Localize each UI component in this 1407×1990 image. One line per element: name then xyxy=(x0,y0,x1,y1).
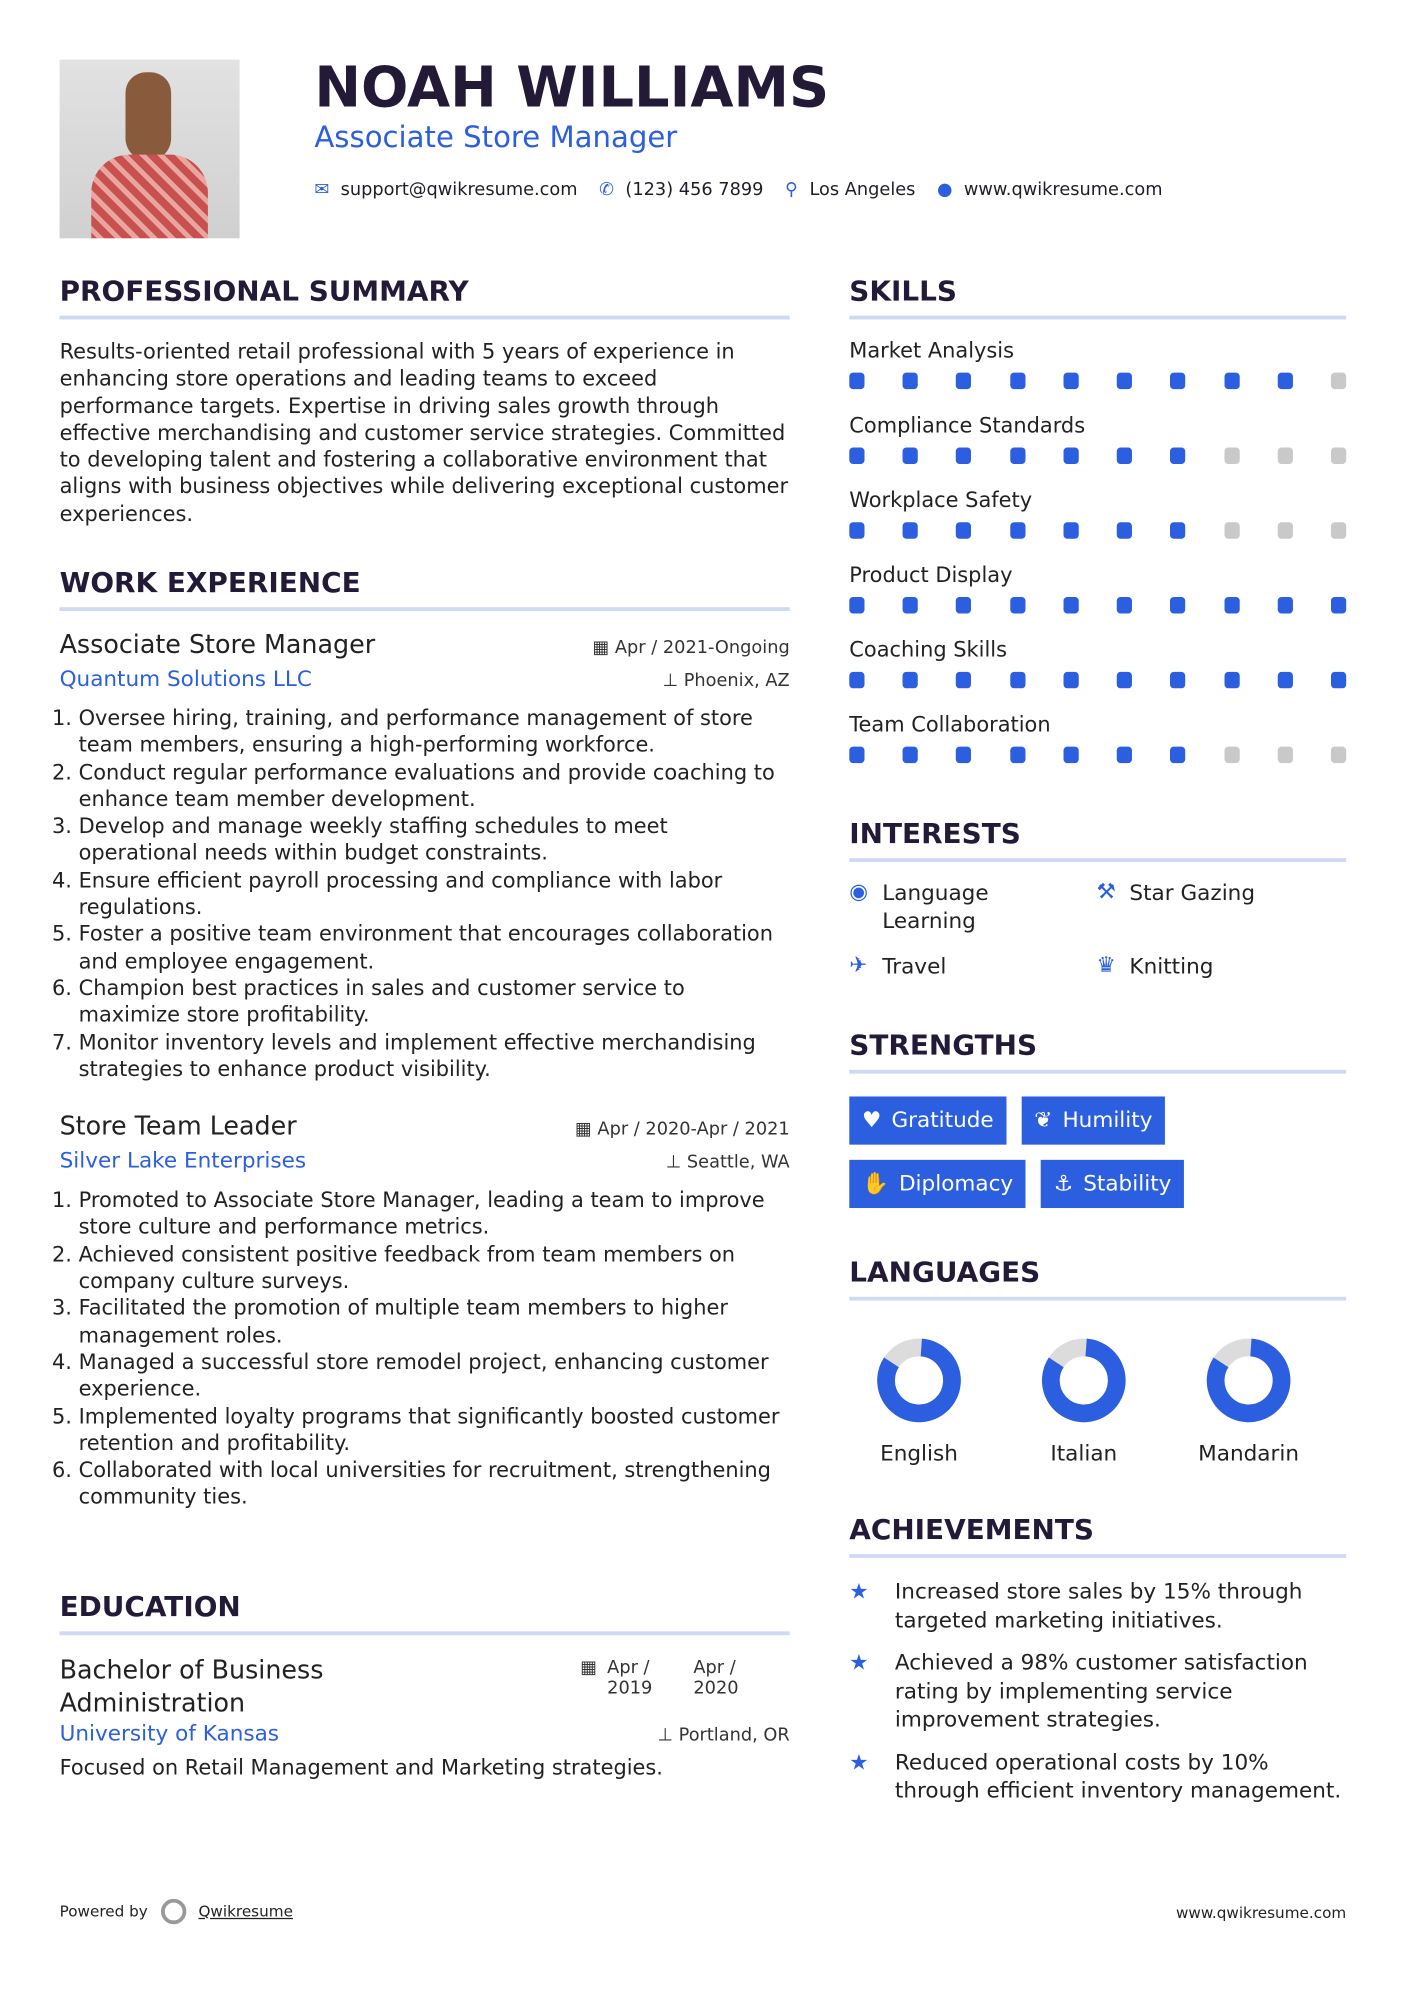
interest-item xyxy=(849,953,1096,981)
skill-dot xyxy=(849,597,864,613)
skill-dot xyxy=(1170,672,1185,688)
skill-dot xyxy=(1277,597,1292,613)
leaf-icon: ❦ xyxy=(1034,1107,1053,1134)
skill-dot xyxy=(1331,672,1346,688)
job-header xyxy=(60,629,790,659)
skill-dot xyxy=(1117,672,1132,688)
skill-dot xyxy=(956,522,971,538)
skill-dot xyxy=(956,447,971,463)
skill-name: Product Display xyxy=(849,562,1013,587)
footer-website[interactable]: www.qwikresume.com xyxy=(1175,1903,1347,1922)
interests-section xyxy=(849,819,1346,981)
bullet-item: 1. Promoted to Associate Store Manager, leading a team to improve store culture and performance metrics. xyxy=(79,1187,790,1241)
skill-dot xyxy=(903,522,918,538)
skill-dot xyxy=(849,747,864,763)
bullet-item: 2. Achieved consistent positive feedback from team members on company culture surveys. xyxy=(79,1241,790,1295)
skill-dot xyxy=(1170,373,1185,389)
degree: Bachelor of Business Administration xyxy=(59,1654,324,1718)
job-dates xyxy=(575,1119,790,1139)
email[interactable]: support@qwikresume.com xyxy=(340,179,578,201)
skill-dot xyxy=(1063,522,1078,538)
skill-dot xyxy=(1331,447,1346,463)
job-dates xyxy=(592,638,789,658)
skill-dot xyxy=(1010,747,1025,763)
job-location xyxy=(663,671,790,691)
summary-section xyxy=(60,276,790,527)
section-heading: EDUCATION xyxy=(60,1592,790,1635)
job-header xyxy=(60,1111,790,1141)
job-bullets xyxy=(60,705,790,1083)
bullet-item: 4. Ensure efficient payroll processing and compliance with labor regulations. xyxy=(79,867,790,921)
language-item xyxy=(1197,1336,1301,1467)
skill-dot xyxy=(1170,447,1185,463)
skill-rating xyxy=(849,522,1346,563)
skill-dot xyxy=(1010,672,1025,688)
bullet-item: 6. Collaborated with local universities for recruitment, strengthening community ties. xyxy=(79,1457,790,1511)
experience-section xyxy=(60,568,790,1511)
skill-rating xyxy=(849,447,1346,488)
skill-dot xyxy=(903,672,918,688)
skill-dot xyxy=(1063,747,1078,763)
bullet-item: 3. Facilitated the promotion of multiple team members to higher management roles. xyxy=(79,1295,790,1349)
heart-icon: ♥ xyxy=(861,1107,882,1134)
section-heading: STRENGTHS xyxy=(849,1031,1346,1074)
pin-icon: ⊥ xyxy=(662,670,684,691)
summary-text: Results-oriented retail professional with 5 years of experience in enhancing store operations and leading teams to exceed performance targets. Expertise in driving sales growth through effective merchandising and customer service strategies. Committed to developing talent and fostering a collaborative environment that aligns with business objectives while delivering exceptional customer experiences. xyxy=(59,339,789,526)
language-name: Italian xyxy=(1050,1441,1118,1467)
skill-name: Team Collaboration xyxy=(849,712,1051,737)
qwikresume-logo-icon xyxy=(160,1899,185,1924)
email-icon: ✉ xyxy=(314,179,330,201)
plane-icon: ✈ xyxy=(849,953,868,979)
strength-label: Diplomacy xyxy=(898,1171,1014,1197)
location-icon: ⚲ xyxy=(785,179,799,201)
achievement-item xyxy=(849,1578,1346,1635)
interest-item xyxy=(1096,953,1346,981)
job-subheader xyxy=(60,667,790,692)
skill-dot xyxy=(849,672,864,688)
skill-dot xyxy=(1063,672,1078,688)
skill-dot xyxy=(1010,373,1025,389)
phone: (123) 456 7899 xyxy=(625,179,764,201)
star-icon: ★ xyxy=(849,1650,869,1676)
strength-label: Gratitude xyxy=(891,1107,994,1134)
skill-dot xyxy=(1063,597,1078,613)
achievement-text: Achieved a 98% customer satisfaction rating by implementing service improvement strategies. xyxy=(894,1650,1308,1733)
company-name: Quantum Solutions LLC xyxy=(59,666,312,693)
language-item xyxy=(867,1336,971,1467)
section-heading: PROFESSIONAL SUMMARY xyxy=(60,276,790,319)
company-name: Silver Lake Enterprises xyxy=(59,1148,307,1174)
languages-section xyxy=(849,1257,1346,1466)
job-location xyxy=(666,1152,790,1172)
skill-rating xyxy=(849,747,1346,788)
skill-dot xyxy=(1331,597,1346,613)
bullet-item: 7. Monitor inventory levels and implement effective merchandising strategies to enhance product visibility. xyxy=(79,1029,790,1083)
education-dates: ▦ Apr / 2019 Apr / 2020 xyxy=(580,1658,739,1699)
interest-label: Language Learning xyxy=(882,880,989,935)
footer-branding: Powered by Qwikresume xyxy=(60,1899,293,1924)
skill-dot xyxy=(903,447,918,463)
strength-label: Humility xyxy=(1062,1107,1153,1134)
achievement-text: Reduced operational costs by 10% through efficient inventory management. xyxy=(894,1749,1342,1804)
skill-dot xyxy=(1224,672,1239,688)
strength-tag xyxy=(1041,1160,1184,1208)
bullet-item: 4. Managed a successful store remodel project, enhancing customer experience. xyxy=(79,1349,790,1403)
interest-label: Star Gazing xyxy=(1129,880,1256,907)
skill-dot xyxy=(1117,373,1132,389)
calendar-icon: ▦ xyxy=(592,637,615,658)
candidate-title: Associate Store Manager xyxy=(314,121,678,155)
education-location: Portland, OR xyxy=(678,1725,790,1746)
star-icon: ★ xyxy=(849,1749,869,1776)
skill-dot xyxy=(903,373,918,389)
location: Los Angeles xyxy=(809,179,916,201)
dates-text: Apr / 2021-Ongoing xyxy=(614,637,790,658)
skill-dot xyxy=(1224,522,1239,538)
skill-dot xyxy=(1277,672,1292,688)
section-heading: WORK EXPERIENCE xyxy=(60,568,790,611)
skill-rating xyxy=(849,373,1346,414)
skill-dot xyxy=(849,373,864,389)
globe-icon: ◉ xyxy=(849,879,869,906)
bullet-item: 6. Champion best practices in sales and customer service to maximize store profitability. xyxy=(79,975,790,1029)
skill-dot xyxy=(1063,447,1078,463)
skill-dot xyxy=(956,672,971,688)
language-donut xyxy=(875,1336,964,1425)
profile-photo xyxy=(60,60,240,239)
skill-dot xyxy=(1224,373,1239,389)
interest-item xyxy=(1096,880,1346,936)
achievement-item xyxy=(849,1649,1346,1735)
calendar-icon: ▦ xyxy=(580,1658,598,1679)
strength-label: Stability xyxy=(1083,1171,1172,1197)
skill-dot xyxy=(1224,747,1239,763)
job-title: Store Team Leader xyxy=(59,1110,297,1142)
bullet-item: 5. Implemented loyalty programs that significantly boosted customer retention and profitability. xyxy=(79,1403,790,1457)
brand-link[interactable]: Qwikresume xyxy=(198,1902,293,1921)
location-text: Seattle, WA xyxy=(686,1152,790,1173)
strength-tag xyxy=(849,1096,1006,1144)
skill-rating xyxy=(849,672,1346,713)
education-description: Focused on Retail Management and Marketing strategies. xyxy=(59,1755,663,1780)
skill-dot xyxy=(1224,447,1239,463)
skill-dot xyxy=(956,373,971,389)
calendar-icon: ▦ xyxy=(575,1119,598,1140)
language-donut xyxy=(1039,1336,1128,1425)
globe-icon: ● xyxy=(936,179,953,201)
skill-name: Workplace Safety xyxy=(849,488,1033,513)
interest-label: Knitting xyxy=(1129,954,1214,980)
dates-text: Apr / 2020-Apr / 2021 xyxy=(597,1119,790,1140)
bullet-item: 3. Develop and manage weekly staffing schedules to meet operational needs within budget constraints. xyxy=(79,813,790,867)
education-section xyxy=(60,1592,790,1781)
interest-label: Travel xyxy=(882,954,947,980)
language-name: English xyxy=(880,1441,958,1467)
skill-dot xyxy=(956,747,971,763)
candidate-name: NOAH WILLIAMS xyxy=(314,55,830,121)
hammer-icon: ⚒ xyxy=(1096,879,1116,906)
skill-dot xyxy=(956,597,971,613)
school: University of Kansas xyxy=(59,1721,280,1747)
phone-icon: ✆ xyxy=(599,179,615,201)
bullet-item: 1. Oversee hiring, training, and performance management of store team members, ensuring a high-performing workforce. xyxy=(79,705,790,759)
skill-dot xyxy=(1224,597,1239,613)
interest-item xyxy=(849,880,1096,936)
skill-dot xyxy=(1170,747,1185,763)
job-bullets xyxy=(60,1187,790,1511)
skill-name: Compliance Standards xyxy=(849,413,1086,438)
skill-dot xyxy=(1117,522,1132,538)
achievement-text: Increased store sales by 15% through targeted marketing initiatives. xyxy=(894,1579,1303,1634)
job-title: Associate Store Manager xyxy=(59,628,376,660)
skill-dot xyxy=(1331,522,1346,538)
skill-dot xyxy=(1170,522,1185,538)
skill-dot xyxy=(1010,447,1025,463)
language-name: Mandarin xyxy=(1198,1441,1300,1467)
skill-dot xyxy=(1117,447,1132,463)
skill-dot xyxy=(849,522,864,538)
skill-name: Market Analysis xyxy=(849,338,1015,363)
skill-dot xyxy=(1010,522,1025,538)
bullet-item: 5. Foster a positive team environment that encourages collaboration and employee engagement. xyxy=(79,921,790,975)
handshake-icon: ✋ xyxy=(861,1171,889,1197)
skill-dot xyxy=(1331,747,1346,763)
strength-tag xyxy=(1022,1096,1166,1144)
job-entry xyxy=(60,1111,790,1511)
job-subheader xyxy=(60,1149,790,1174)
location-text: Phoenix, AZ xyxy=(683,670,790,691)
skill-dot xyxy=(1010,597,1025,613)
section-heading: ACHIEVEMENTS xyxy=(849,1515,1346,1558)
skill-dot xyxy=(1277,447,1292,463)
skill-dot xyxy=(1170,597,1185,613)
skill-dot xyxy=(1277,522,1292,538)
skill-dot xyxy=(1117,747,1132,763)
language-donut xyxy=(1204,1336,1293,1425)
language-item xyxy=(1032,1336,1136,1467)
strength-tag xyxy=(849,1160,1026,1208)
skills-section xyxy=(849,276,1346,787)
pin-icon: ⊥ xyxy=(665,1152,687,1173)
trophy-icon: ♛ xyxy=(1096,953,1116,979)
strengths-section xyxy=(849,1031,1346,1208)
skill-dot xyxy=(849,447,864,463)
skill-dot xyxy=(1331,373,1346,389)
skill-dot xyxy=(1117,597,1132,613)
website[interactable]: www.qwikresume.com xyxy=(963,179,1163,201)
pin-icon: ⊥ xyxy=(657,1725,679,1746)
contact-info xyxy=(314,180,1172,200)
skill-dot xyxy=(1277,373,1292,389)
section-heading: LANGUAGES xyxy=(849,1257,1346,1300)
skill-rating xyxy=(849,597,1346,638)
section-heading: SKILLS xyxy=(849,276,1346,319)
achievements-section xyxy=(849,1515,1346,1820)
skill-dot xyxy=(903,597,918,613)
skill-dot xyxy=(1063,373,1078,389)
anchor-icon: ⚓ xyxy=(1053,1171,1074,1197)
star-icon: ★ xyxy=(849,1579,869,1605)
achievement-item xyxy=(849,1749,1346,1806)
job-entry xyxy=(60,629,790,1083)
section-heading: INTERESTS xyxy=(849,819,1346,862)
skill-dot xyxy=(903,747,918,763)
skill-name: Coaching Skills xyxy=(849,637,1007,662)
skill-dot xyxy=(1277,747,1292,763)
bullet-item: 2. Conduct regular performance evaluations and provide coaching to enhance team member development. xyxy=(79,759,790,813)
